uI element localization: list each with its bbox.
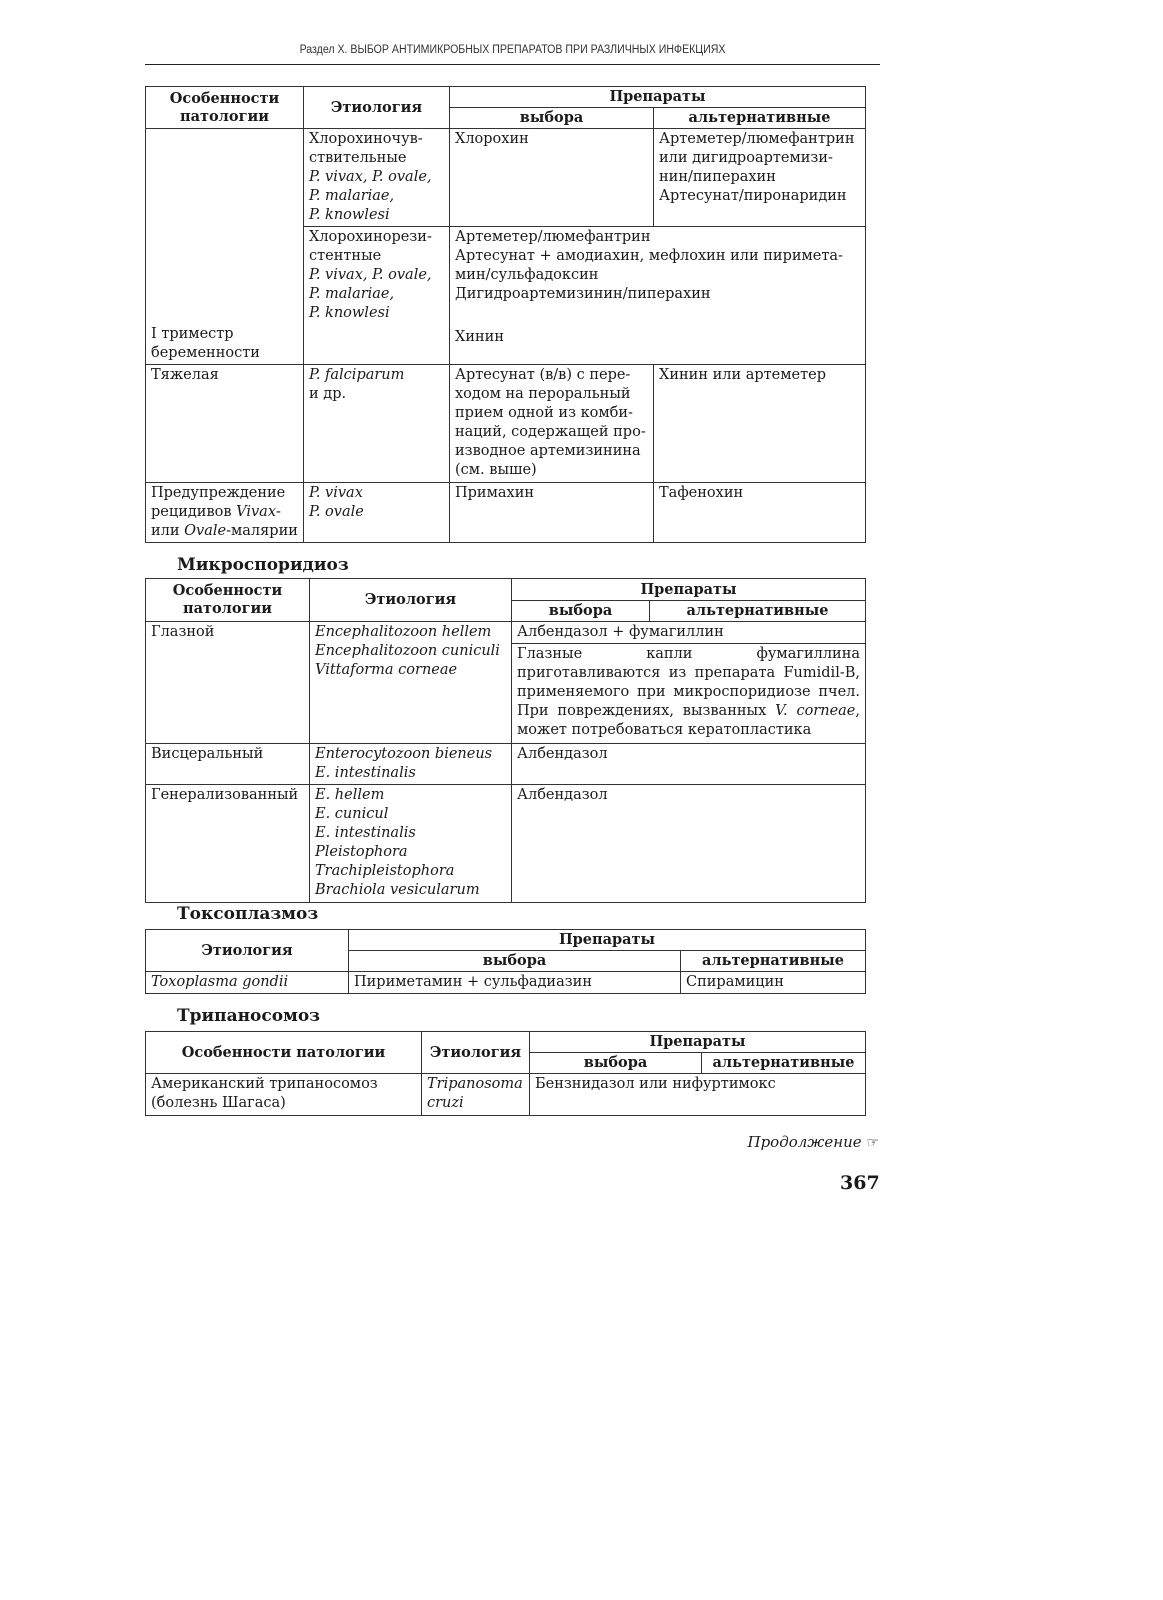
col-header-choice: выбора — [530, 1053, 702, 1074]
etiology-cell: Encephalitozoon hellem Encephalitozoon cuniculi Vittaforma corneae — [310, 622, 512, 744]
col-header-features: Особенности патологии — [146, 579, 310, 622]
section-title-trypanosomiasis: Трипаносомоз — [177, 1006, 321, 1026]
table-row — [146, 972, 866, 994]
section-title-toxoplasmosis: Токсоплазмоз — [177, 904, 319, 924]
feature-cell: Американский трипаносомоз (болезнь Шагаса) — [146, 1074, 422, 1116]
col-header-etiology: Этиология — [310, 579, 512, 622]
microsporidiosis-table — [145, 578, 866, 903]
col-header-etiology: Этиология — [146, 930, 349, 972]
col-header-alternative: альтернативные — [654, 108, 866, 129]
feature-cell: I триместр беременности — [146, 129, 304, 365]
col-header-alternative: альтернативные — [650, 601, 866, 622]
etiology-cell: E. hellem E. cunicul E. intestinalis Pleistophora Trachipleistophora Brachiola vesicularum — [310, 785, 512, 903]
table-row — [146, 129, 866, 227]
etiology-cell: Хлорохинорези- стентные P. vivax, P. ovale, P. malariae, P. knowlesi — [304, 227, 450, 365]
etiology-cell: Tripanosoma cruzi — [422, 1074, 530, 1116]
feature-cell: Предупреждение рецидивов Vivax- или Ovale-малярии — [146, 483, 304, 543]
feature-cell: Глазной — [146, 622, 310, 744]
table-row — [146, 785, 866, 903]
choice-cell: Примахин — [450, 483, 654, 543]
col-header-alternative: альтернативные — [681, 951, 866, 972]
col-header-features: Особенности патологии — [146, 87, 304, 129]
toxoplasmosis-table — [145, 929, 866, 994]
col-header-drugs: Препараты — [349, 930, 866, 951]
trypanosomiasis-table — [145, 1031, 866, 1116]
etiology-cell: Хлорохиночув- ствительные P. vivax, P. ovale, P. malariae, P. knowlesi — [304, 129, 450, 227]
col-header-choice: выбора — [450, 108, 654, 129]
drugs-cell: Албендазол — [512, 785, 866, 903]
feature-cell: Тяжелая — [146, 365, 304, 483]
note-cell: Глазные капли фумагиллина приготавливаются из препарата Fumidil-B, применяемого при микроспоридиозе пчел. При повреждениях, вызванных V. corneae, может потребоваться кератопластика — [512, 644, 866, 744]
etiology-cell: P. vivax P. ovale — [304, 483, 450, 543]
col-header-choice: выбора — [512, 601, 650, 622]
col-header-etiology: Этиология — [304, 87, 450, 129]
alternative-cell: Тафенохин — [654, 483, 866, 543]
running-header: Раздел X. ВЫБОР АНТИМИКРОБНЫХ ПРЕПАРАТОВ ПРИ РАЗЛИЧНЫХ ИНФЕКЦИЯХ — [299, 44, 726, 56]
continuation-note: Продолжение ☞ — [747, 1133, 879, 1151]
header-rule — [145, 64, 880, 65]
choice-cell: Хлорохин — [450, 129, 654, 227]
malaria-table — [145, 86, 866, 543]
alternative-cell: Хинин или артеметер — [654, 365, 866, 483]
table-row — [146, 744, 866, 785]
col-header-features: Особенности патологии — [146, 1032, 422, 1074]
alternative-cell: Спирамицин — [681, 972, 866, 994]
col-header-drugs: Препараты — [512, 579, 866, 601]
drugs-cell: Албендазол — [512, 744, 866, 785]
etiology-cell: P. falciparum и др. — [304, 365, 450, 483]
table-row — [146, 365, 866, 483]
table-row — [146, 1074, 866, 1116]
alternative-cell: Артеметер/люмефантрин или дигидроартемизи- нин/пиперахин Артесунат/пиронаридин — [654, 129, 866, 227]
etiology-cell: Enterocytozoon bieneus E. intestinalis — [310, 744, 512, 785]
table-row — [146, 622, 866, 644]
page-number: 367 — [840, 1172, 880, 1194]
feature-cell: Висцеральный — [146, 744, 310, 785]
col-header-drugs: Препараты — [530, 1032, 866, 1053]
col-header-alternative: альтернативные — [702, 1053, 866, 1074]
col-header-choice: выбора — [349, 951, 681, 972]
table-row — [146, 483, 866, 543]
drugs-cell: Албендазол + фумагиллин — [512, 622, 866, 644]
drugs-cell: Артеметер/люмефантрин Артесунат + амодиахин, мефлохин или пиримета- мин/сульфадоксин Дигидроартемизинин/пиперахин Хинин — [450, 227, 866, 365]
section-title-microsporidiosis: Микроспоридиоз — [177, 555, 349, 575]
col-header-etiology: Этиология — [422, 1032, 530, 1074]
etiology-cell: Toxoplasma gondii — [146, 972, 349, 994]
choice-cell: Артесунат (в/в) с пере- ходом на пероральный прием одной из комби- наций, содержащей про- изводное артемизинина (см. выше) — [450, 365, 654, 483]
drugs-cell: Бензнидазол или нифуртимокс — [530, 1074, 866, 1116]
feature-cell: Генерализованный — [146, 785, 310, 903]
col-header-drugs: Препараты — [450, 87, 866, 108]
pointing-hand-icon: ☞ — [866, 1135, 879, 1151]
choice-cell: Пириметамин + сульфадиазин — [349, 972, 681, 994]
